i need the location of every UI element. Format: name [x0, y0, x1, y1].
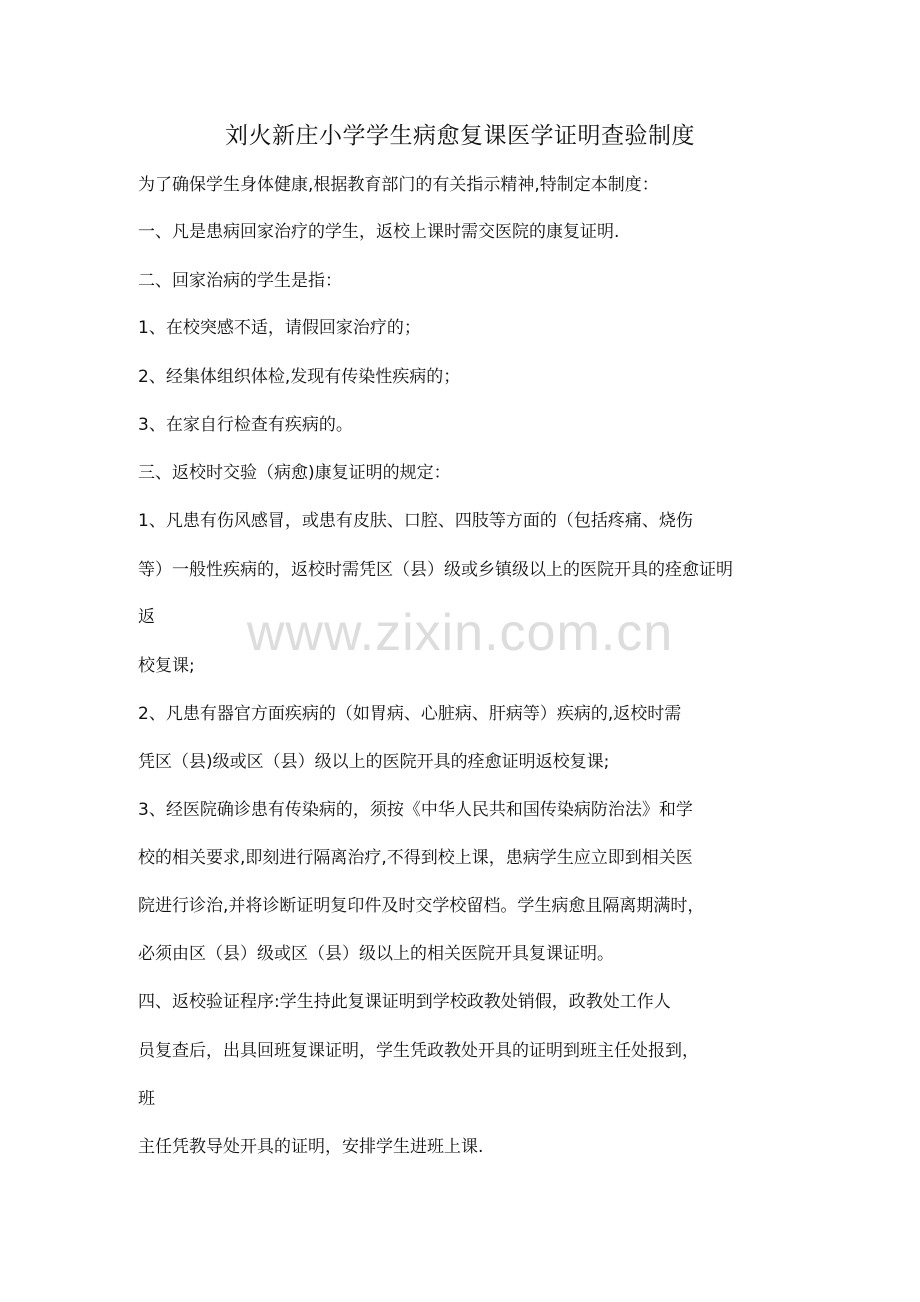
text-line: 必须由区（县）级或区（县）级以上的相关医院开具复课证明。 — [138, 944, 614, 964]
document-title: 刘火新庄小学学生病愈复课医学证明查验制度 — [225, 123, 695, 149]
text-line: 3、在家自行检查有疾病的。 — [138, 415, 353, 435]
text-line: 1、在校突感不适，请假回家治疗的； — [138, 318, 421, 338]
text-line: 主任凭教导处开具的证明，安排学生进班上课. — [138, 1137, 484, 1157]
text-line: 返 — [138, 607, 155, 627]
text-line: 员复查后，出具回班复课证明，学生凭政教处开具的证明到班主任处报到， — [138, 1041, 699, 1061]
text-line: 四、返校验证程序:学生持此复课证明到学校政教处销假，政教处工作人 — [138, 992, 671, 1012]
text-line: 2、凡患有器官方面疾病的（如胃病、心脏病、肝病等）疾病的,返校时需 — [138, 704, 682, 724]
text-line: 1、凡患有伤风感冒，或患有皮肤、口腔、四肢等方面的（包括疼痛、烧伤 — [138, 511, 693, 531]
text-line: 二、回家治病的学生是指： — [138, 271, 342, 291]
text-line: 为了确保学生身体健康,根据教育部门的有关指示精神,特制定本制度： — [138, 175, 659, 195]
text-line: 院进行诊治,并将诊断证明复印件及时交学校留档。学生病愈且隔离期满时， — [138, 896, 705, 916]
watermark: www.zixin.com.cn — [246, 604, 674, 662]
text-line: 2、经集体组织体检,发现有传染性疾病的； — [138, 367, 461, 387]
text-line: 班 — [138, 1089, 155, 1109]
text-line: 一、凡是患病回家治疗的学生，返校上课时需交医院的康复证明. — [138, 222, 620, 242]
text-line: 3、经医院确诊患有传染病的，须按《中华人民共和国传染病防治法》和学 — [138, 800, 693, 820]
text-line: 凭区（县)级或区（县）级以上的医院开具的痊愈证明返校复课; — [138, 752, 610, 772]
text-line: 校的相关要求,即刻进行隔离治疗,不得到校上课，患病学生应立即到相关医 — [138, 848, 693, 868]
text-line: 三、返校时交验（病愈)康复证明的规定： — [138, 463, 451, 483]
text-line: 校复课; — [138, 656, 195, 676]
text-line: 等）一般性疾病的，返校时需凭区（县）级或乡镇级以上的医院开具的痊愈证明 — [138, 560, 733, 580]
